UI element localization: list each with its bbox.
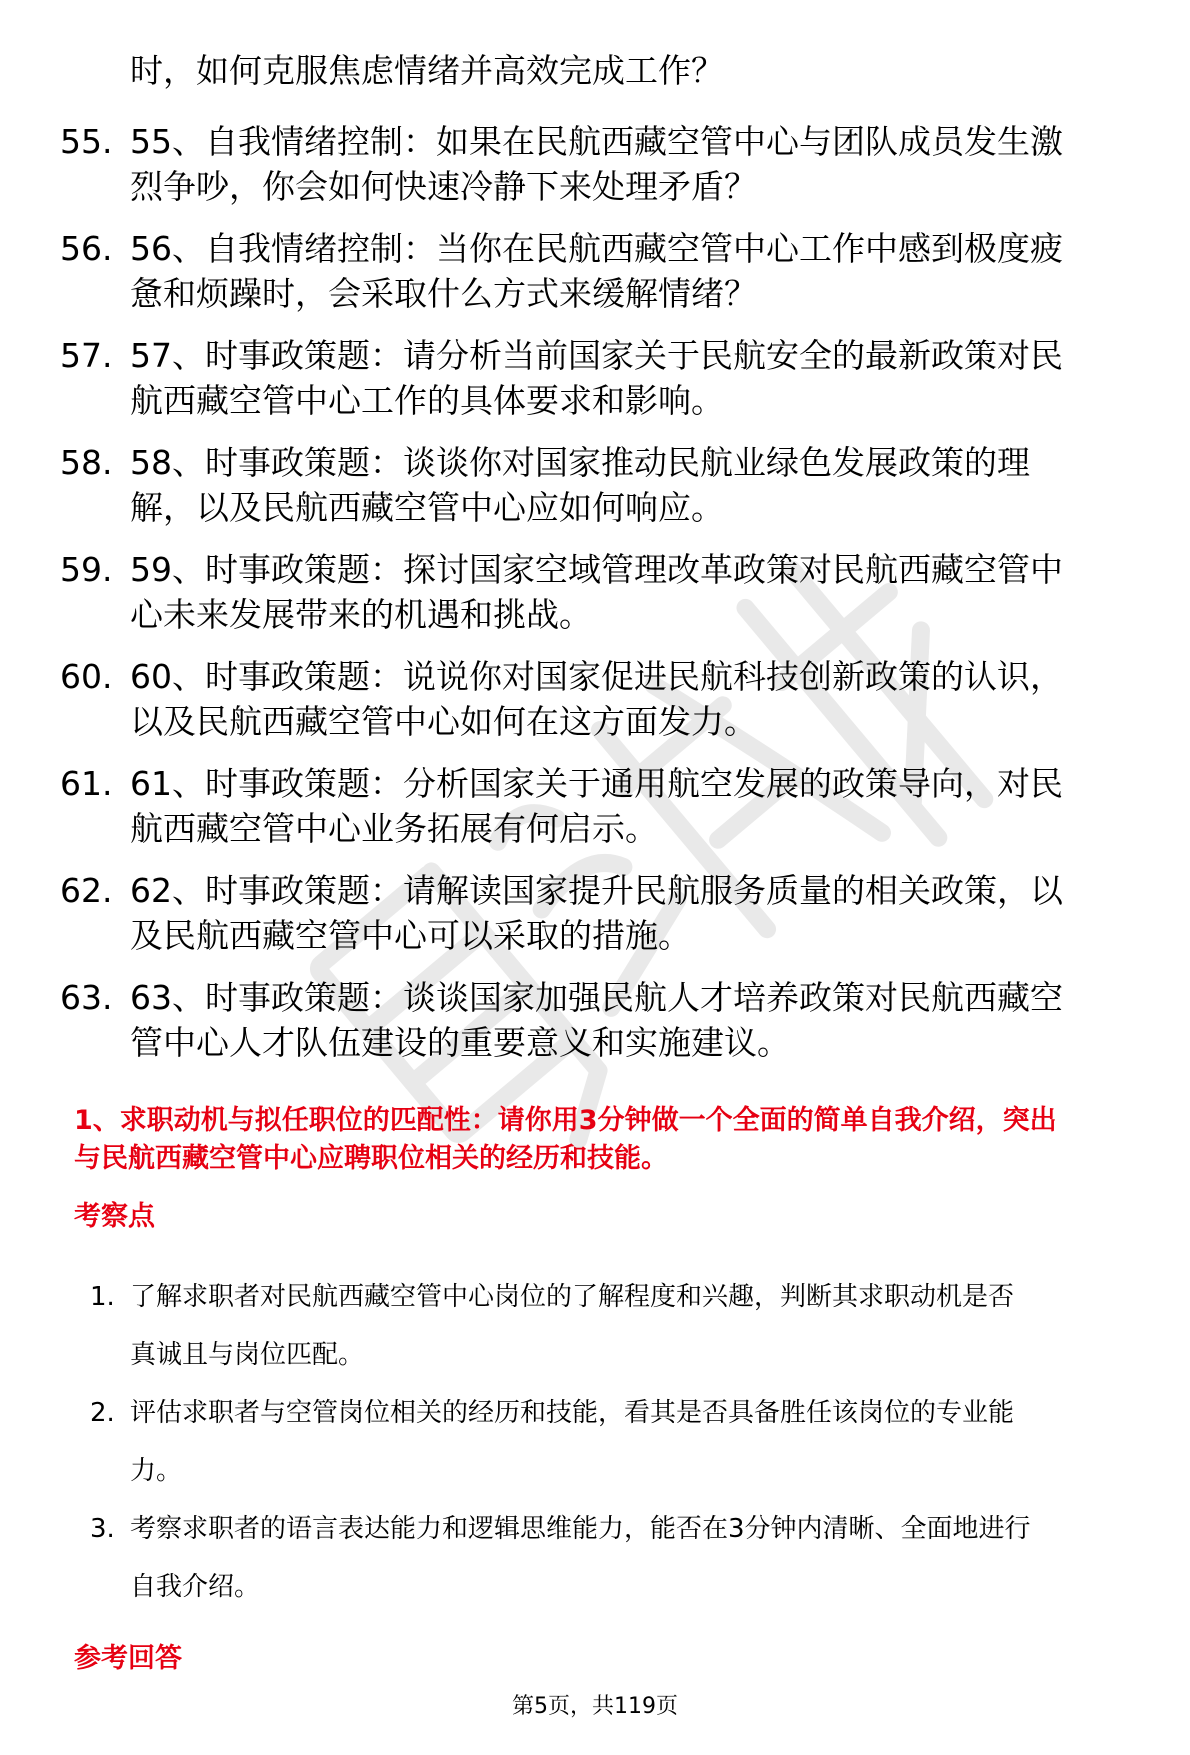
point-number: 3. bbox=[90, 1514, 115, 1544]
question-text-line: 63、时事政策题：谈谈国家加强民航人才培养政策对民航西藏空 bbox=[130, 978, 1063, 1017]
question-number: 60. bbox=[60, 657, 113, 696]
question-number: 55. bbox=[60, 122, 113, 161]
question-number: 57. bbox=[60, 336, 113, 375]
point-text-line: 考察求职者的语言表达能力和逻辑思维能力，能否在3分钟内清晰、全面地进行 bbox=[130, 1514, 1031, 1544]
question-text bbox=[130, 975, 1170, 1065]
evaluation-point-3 bbox=[0, 1500, 1190, 1616]
question-text-line: 55、自我情绪控制：如果在民航西藏空管中心与团队成员发生激 bbox=[130, 122, 1063, 161]
question-text-line: 56、自我情绪控制：当你在民航西藏空管中心工作中感到极度疲 bbox=[130, 229, 1063, 268]
question-item-63 bbox=[0, 975, 1190, 1065]
question-number: 56. bbox=[60, 229, 113, 268]
question-number: 59. bbox=[60, 550, 113, 589]
question-text bbox=[130, 547, 1170, 637]
question-item-55 bbox=[0, 119, 1190, 209]
question-text-line: 58、时事政策题：谈谈你对国家推动民航业绿色发展政策的理 bbox=[130, 443, 1030, 482]
question-item-58 bbox=[0, 440, 1190, 530]
question-text bbox=[130, 761, 1170, 851]
point-text-line: 评估求职者与空管岗位相关的经历和技能，看其是否具备胜任该岗位的专业能 bbox=[130, 1398, 1015, 1428]
question-text-line: 解，以及民航西藏空管中心应如何响应。 bbox=[130, 488, 724, 527]
point-text bbox=[130, 1500, 1170, 1616]
question-number: 63. bbox=[60, 978, 113, 1017]
evaluation-point-1 bbox=[0, 1268, 1190, 1384]
evaluation-points-label: 考察点 bbox=[74, 1201, 155, 1232]
question-text bbox=[130, 226, 1170, 316]
question-list bbox=[0, 48, 1190, 1082]
question-text-line: 惫和烦躁时，会采取什么方式来缓解情绪？ bbox=[130, 274, 757, 313]
question-text bbox=[130, 654, 1170, 744]
question-continuation-line: 时，如何克服焦虑情绪并高效完成工作？ bbox=[130, 51, 724, 90]
question-text-line: 航西藏空管中心工作的具体要求和影响。 bbox=[130, 381, 724, 420]
question-item-56 bbox=[0, 226, 1190, 316]
reference-answer-label: 参考回答 bbox=[74, 1643, 182, 1674]
question-text bbox=[130, 119, 1170, 209]
question-text-line: 航西藏空管中心业务拓展有何启示。 bbox=[130, 809, 658, 848]
question-text-line: 心未来发展带来的机遇和挑战。 bbox=[130, 595, 592, 634]
question-text-line: 烈争吵，你会如何快速冷静下来处理矛盾？ bbox=[130, 167, 757, 206]
question-item-61 bbox=[0, 761, 1190, 851]
point-number: 1. bbox=[90, 1282, 115, 1312]
question-number: 58. bbox=[60, 443, 113, 482]
question-text-line: 以及民航西藏空管中心如何在这方面发力。 bbox=[130, 702, 757, 741]
heading-line: 与民航西藏空管中心应聘职位相关的经历和技能。 bbox=[74, 1143, 668, 1174]
question-text-line: 62、时事政策题：请解读国家提升民航服务质量的相关政策，以 bbox=[130, 871, 1063, 910]
heading-line: 1、求职动机与拟任职位的匹配性：请你用3分钟做一个全面的简单自我介绍，突出 bbox=[74, 1105, 1057, 1136]
point-number: 2. bbox=[90, 1398, 115, 1428]
evaluation-point-2 bbox=[0, 1384, 1190, 1500]
point-text-line: 力。 bbox=[130, 1456, 183, 1486]
evaluation-points-list bbox=[0, 1268, 1190, 1616]
point-text-line: 真诚且与岗位匹配。 bbox=[130, 1340, 365, 1370]
question-text bbox=[130, 440, 1170, 530]
question-text-line: 61、时事政策题：分析国家关于通用航空发展的政策导向，对民 bbox=[130, 764, 1063, 803]
question-text-line: 59、时事政策题：探讨国家空域管理改革政策对民航西藏空管中 bbox=[130, 550, 1063, 589]
point-text bbox=[130, 1384, 1170, 1500]
question-item-62 bbox=[0, 868, 1190, 958]
question-text-line: 60、时事政策题：说说你对国家促进民航科技创新政策的认识， bbox=[130, 657, 1063, 696]
interview-question-heading bbox=[74, 1102, 1174, 1178]
question-item-57 bbox=[0, 333, 1190, 423]
page-footer: 第5页，共119页 bbox=[512, 1694, 678, 1719]
question-item-60 bbox=[0, 654, 1190, 744]
point-text-line: 自我介绍。 bbox=[130, 1572, 261, 1602]
point-text-line: 了解求职者对民航西藏空管中心岗位的了解程度和兴趣，判断其求职动机是否 bbox=[130, 1282, 1015, 1312]
question-number: 62. bbox=[60, 871, 113, 910]
point-text bbox=[130, 1268, 1170, 1384]
question-text bbox=[130, 868, 1170, 958]
question-text bbox=[130, 333, 1170, 423]
question-text-line: 及民航西藏空管中心可以采取的措施。 bbox=[130, 916, 691, 955]
question-text-line: 管中心人才队伍建设的重要意义和实施建议。 bbox=[130, 1023, 790, 1062]
question-text-line: 57、时事政策题：请分析当前国家关于民航安全的最新政策对民 bbox=[130, 336, 1063, 375]
question-number: 61. bbox=[60, 764, 113, 803]
question-item-59 bbox=[0, 547, 1190, 637]
